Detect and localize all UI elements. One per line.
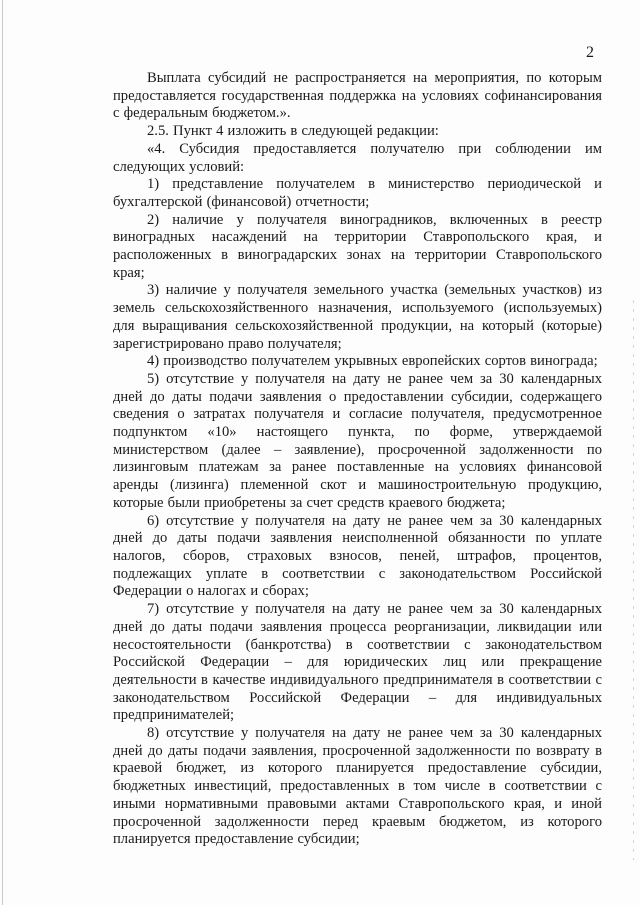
paragraph-condition-2: 2) наличие у получателя виноградников, включенных в реестр виноградных насаждений на территории Ставропольского края, и расположенных в виноградарских зонах на территории Ставропольского края; bbox=[113, 211, 602, 281]
paragraph-condition-3: 3) наличие у получателя земельного участка (земельных участков) из земель сельскохозяйственного назначения, используемого (используемых) для выращивания сельскохозяйственной продукции, на который (которые) зарегистрировано право получателя; bbox=[113, 282, 602, 352]
paragraph-clause-4-intro: «4. Субсидия предоставляется получателю при соблюдении им следующих условий: bbox=[113, 140, 602, 175]
scan-border-right bbox=[633, 300, 634, 860]
paragraph-condition-6: 6) отсутствие у получателя на дату не ранее чем за 30 календарных дней до даты подачи заявления неисполненной обязанности по уплате налогов, сборов, страховых взносов, пеней, штрафов, процентов, подлежащих уплате в соответствии с законодательством Российской Федерации о налогах и сборах; bbox=[113, 512, 602, 600]
paragraph-condition-1: 1) представление получателем в министерство периодической и бухгалтерской (финансовой) отчетности; bbox=[113, 176, 602, 210]
paragraph-condition-5: 5) отсутствие у получателя на дату не ранее чем за 30 календарных дней до даты подачи заявления о предоставлении субсидии, содержащего сведения о затратах получателя и согласие получателя, предусмотренное подпунктом «10» настоящего пункта, по форме, утверждаемой министерством (далее – заявление), просроченной задолженности по лизинговым платежам за ранее поставленные на условиях финансовой аренды (лизинга) племенной скот и машиностроительную продукцию, которые были приобретены за счет средств краевого бюджета; bbox=[113, 370, 602, 511]
document-body bbox=[113, 70, 602, 849]
paragraph-subsidy-exclusion: Выплата субсидий не распространяется на мероприятия, по которым предоставляется государственная поддержка на условиях софинансирования с федеральным бюджетом.». bbox=[113, 70, 602, 122]
paragraph-condition-7: 7) отсутствие у получателя на дату не ранее чем за 30 календарных дней до даты подачи заявления процесса реорганизации, ликвидации или несостоятельности (банкротства) в соответствии с законодательством Российской Федерации – для юридических лиц или прекращение деятельности в качестве индивидуального предпринимателя в соответствии с законодательством Российской Федерации – для индивидуальных предпринимателей; bbox=[113, 601, 602, 724]
scan-border-left bbox=[2, 0, 3, 905]
paragraph-condition-4: 4) производство получателем укрывных европейских сортов винограда; bbox=[147, 353, 598, 370]
page-number: 2 bbox=[586, 44, 594, 61]
paragraph-amendment-2-5: 2.5. Пункт 4 изложить в следующей редакции: bbox=[147, 123, 439, 140]
paragraph-condition-8: 8) отсутствие у получателя на дату не ранее чем за 30 календарных дней до даты подачи заявления, просроченной задолженности по возврату в краевой бюджет, из которого планируется предоставление субсидии, бюджетных инвестиций, предоставленных в том числе в соответствии с иными нормативными правовыми актами Ставропольского края, и иной просроченной задолженности перед краевым бюджетом, из которого планируется предоставление субсидии; bbox=[113, 725, 602, 848]
